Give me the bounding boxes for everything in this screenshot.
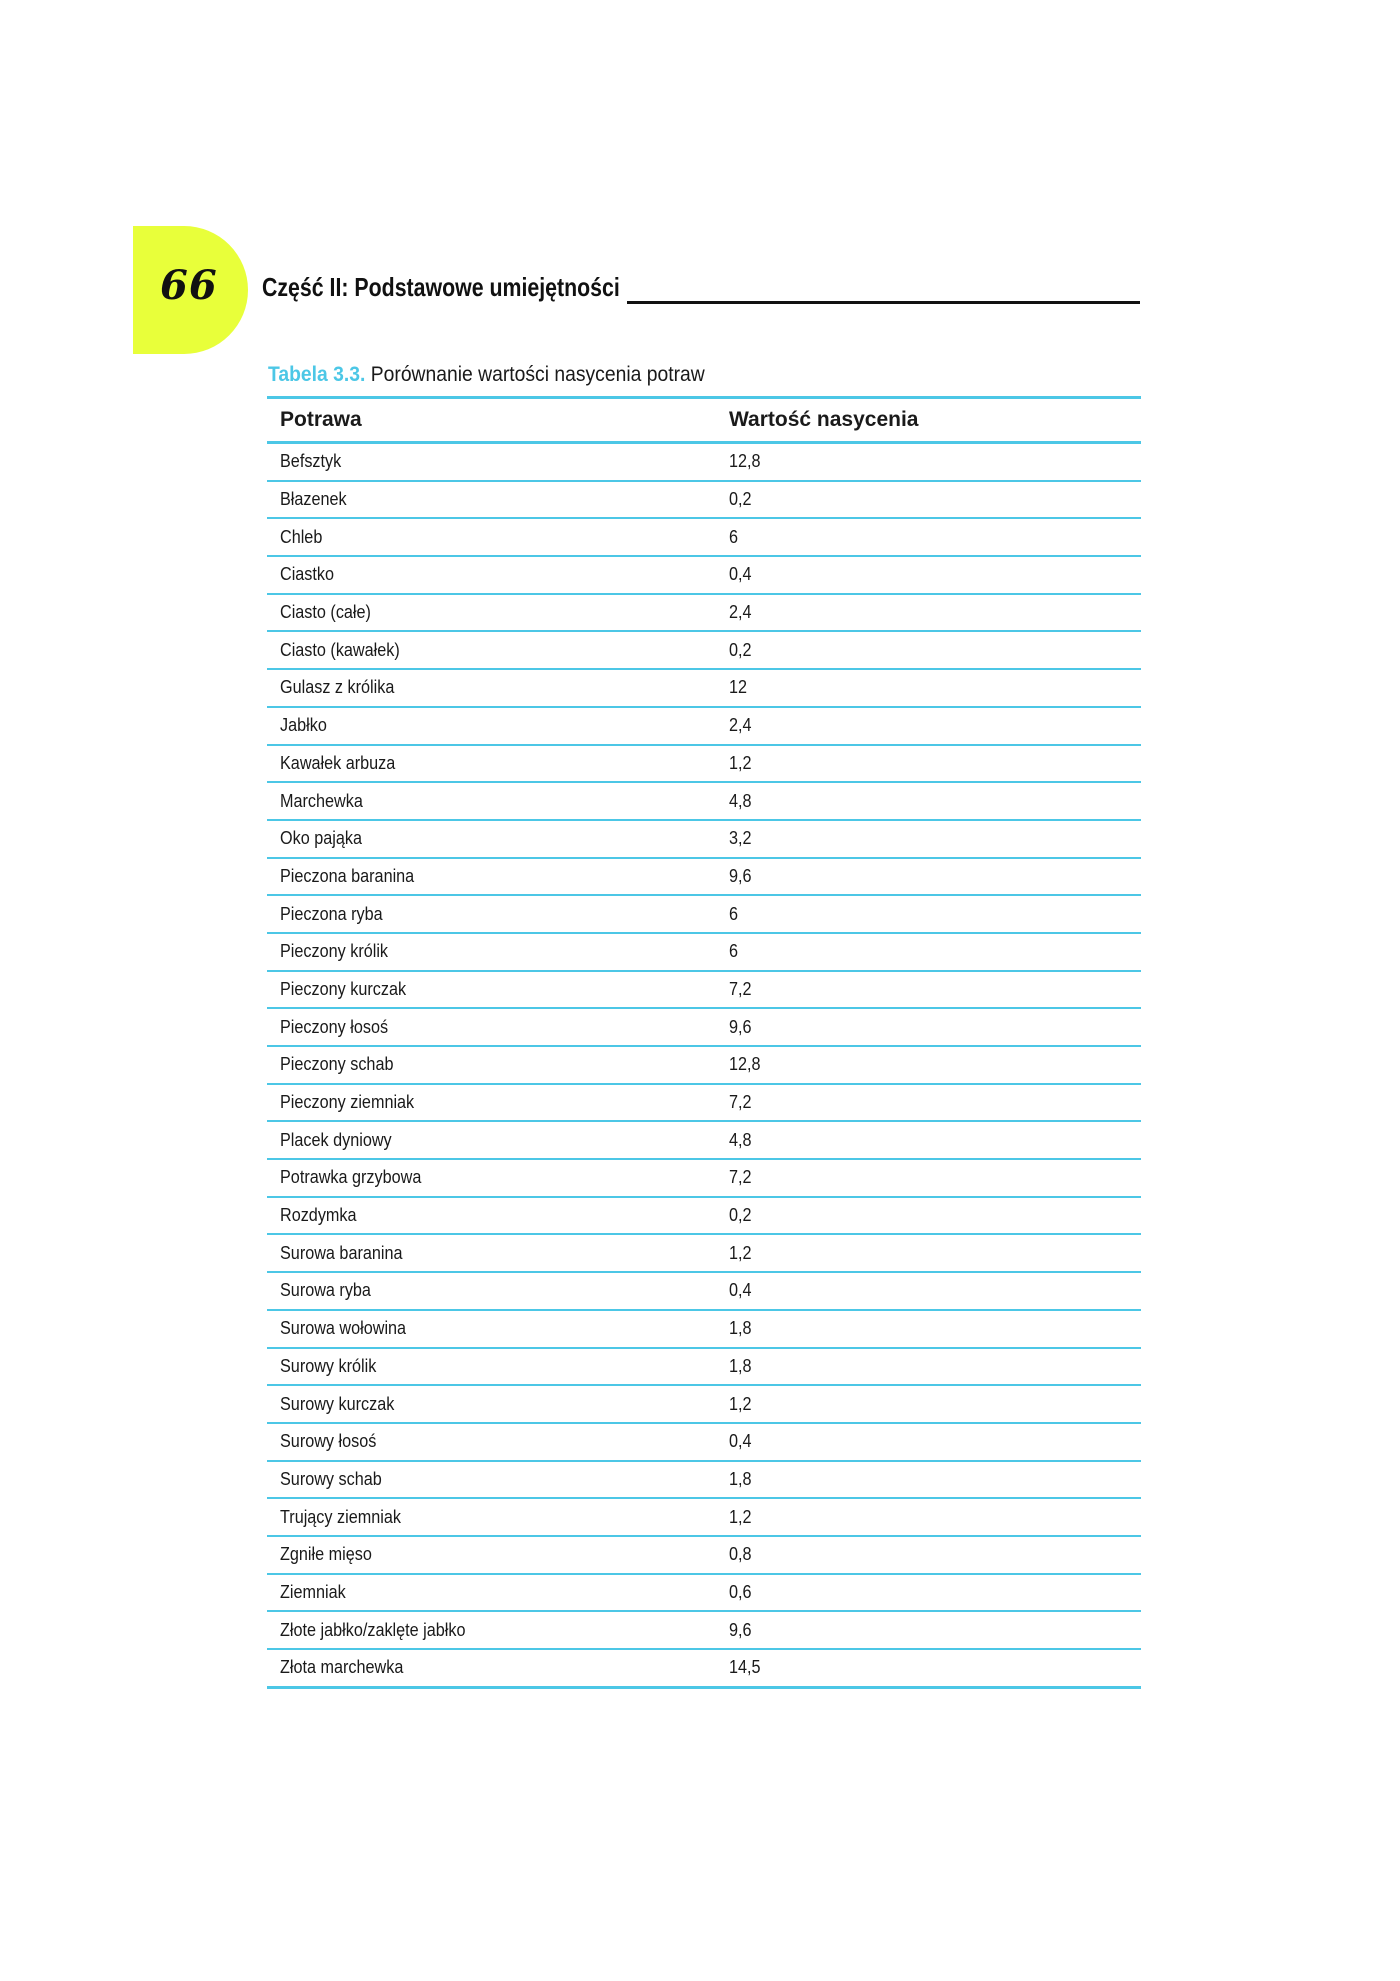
dish-name: Chleb — [280, 526, 323, 547]
saturation-value-cell — [716, 556, 1141, 594]
dish-name-cell — [267, 481, 716, 519]
saturation-value: 7,2 — [729, 1092, 752, 1113]
dish-name-cell — [267, 1008, 716, 1046]
dish-name-cell — [267, 443, 716, 481]
dish-name-cell — [267, 1348, 716, 1386]
table-row — [267, 820, 1141, 858]
saturation-value-cell — [716, 933, 1141, 971]
dish-name-cell — [267, 1649, 716, 1686]
saturation-value-cell — [716, 1461, 1141, 1499]
table-row — [267, 1574, 1141, 1612]
saturation-value: 9,6 — [729, 1016, 752, 1037]
column-header-saturation: Wartość nasycenia — [716, 399, 1141, 443]
dish-name: Surowy schab — [280, 1468, 382, 1489]
dish-name-cell — [267, 1611, 716, 1649]
table-row — [267, 782, 1141, 820]
dish-name: Zgniłe mięso — [280, 1544, 372, 1565]
dish-name: Befsztyk — [280, 451, 342, 472]
table-body — [267, 443, 1141, 1686]
dish-name-cell — [267, 631, 716, 669]
table-row — [267, 1498, 1141, 1536]
dish-name: Gulasz z królika — [280, 677, 395, 698]
dish-name-cell — [267, 1498, 716, 1536]
saturation-value-cell — [716, 782, 1141, 820]
dish-name: Placek dyniowy — [280, 1129, 392, 1150]
saturation-value-cell — [716, 443, 1141, 481]
dish-name: Pieczony ziemniak — [280, 1092, 415, 1113]
table-row — [267, 443, 1141, 481]
dish-name: Potrawka grzybowa — [280, 1167, 422, 1188]
saturation-value-cell — [716, 820, 1141, 858]
saturation-value: 1,8 — [729, 1468, 752, 1489]
running-head-rule — [627, 301, 1140, 304]
saturation-value: 9,6 — [729, 1619, 752, 1640]
saturation-value-cell — [716, 518, 1141, 556]
saturation-table-grid — [267, 399, 1141, 1686]
dish-name-cell — [267, 1197, 716, 1235]
saturation-value-cell — [716, 669, 1141, 707]
saturation-value-cell — [716, 1423, 1141, 1461]
table-row — [267, 1536, 1141, 1574]
dish-name-cell — [267, 594, 716, 632]
dish-name-cell — [267, 1234, 716, 1272]
saturation-value-cell — [716, 1385, 1141, 1423]
table-row — [267, 1649, 1141, 1686]
dish-name: Rozdymka — [280, 1205, 357, 1226]
dish-name-cell — [267, 820, 716, 858]
dish-name-cell — [267, 556, 716, 594]
dish-name-cell — [267, 1046, 716, 1084]
saturation-value: 1,8 — [729, 1355, 752, 1376]
table-row — [267, 1084, 1141, 1122]
dish-name-cell — [267, 971, 716, 1009]
table-row — [267, 1008, 1141, 1046]
saturation-value-cell — [716, 1536, 1141, 1574]
dish-name-cell — [267, 782, 716, 820]
saturation-value: 1,8 — [729, 1318, 752, 1339]
saturation-value-cell — [716, 1310, 1141, 1348]
saturation-value: 12,8 — [729, 1054, 761, 1075]
saturation-value-cell — [716, 594, 1141, 632]
table-row — [267, 1159, 1141, 1197]
dish-name: Surowy kurczak — [280, 1393, 395, 1414]
dish-name: Marchewka — [280, 790, 363, 811]
dish-name: Błazenek — [280, 489, 347, 510]
saturation-value-cell — [716, 1159, 1141, 1197]
table-row — [267, 745, 1141, 783]
saturation-value-cell — [716, 1197, 1141, 1235]
saturation-value-cell — [716, 745, 1141, 783]
dish-name: Oko pająka — [280, 828, 362, 849]
dish-name-cell — [267, 1461, 716, 1499]
saturation-value-cell — [716, 1121, 1141, 1159]
saturation-value-cell — [716, 1272, 1141, 1310]
saturation-value-cell — [716, 971, 1141, 1009]
dish-name-cell — [267, 1272, 716, 1310]
dish-name: Złote jabłko/zaklęte jabłko — [280, 1619, 466, 1640]
dish-name-cell — [267, 1385, 716, 1423]
saturation-value-cell — [716, 1046, 1141, 1084]
dish-name-cell — [267, 518, 716, 556]
dish-name: Jabłko — [280, 715, 327, 736]
running-head: Część II: Podstawowe umiejętności — [262, 272, 620, 302]
saturation-value: 12,8 — [729, 451, 761, 472]
dish-name-cell — [267, 1536, 716, 1574]
table-caption-text: Porównanie wartości nasycenia potraw — [370, 363, 705, 386]
dish-name: Ciasto (całe) — [280, 602, 371, 623]
dish-name-cell — [267, 707, 716, 745]
saturation-value: 6 — [729, 941, 739, 962]
saturation-value: 4,8 — [729, 790, 752, 811]
saturation-value: 12 — [729, 677, 748, 698]
saturation-value: 7,2 — [729, 978, 752, 999]
saturation-value-cell — [716, 1574, 1141, 1612]
table-row — [267, 594, 1141, 632]
saturation-value-cell — [716, 1008, 1141, 1046]
dish-name: Surowa wołowina — [280, 1318, 407, 1339]
saturation-value: 7,2 — [729, 1167, 752, 1188]
table-row — [267, 1272, 1141, 1310]
saturation-value: 2,4 — [729, 715, 752, 736]
table-row — [267, 518, 1141, 556]
saturation-value-cell — [716, 1649, 1141, 1686]
dish-name-cell — [267, 1084, 716, 1122]
table-row — [267, 933, 1141, 971]
dish-name-cell — [267, 1159, 716, 1197]
dish-name: Pieczona ryba — [280, 903, 383, 924]
saturation-value-cell — [716, 895, 1141, 933]
dish-name: Pieczony łosoś — [280, 1016, 389, 1037]
dish-name: Złota marchewka — [280, 1657, 404, 1678]
table-row — [267, 1197, 1141, 1235]
saturation-value: 0,4 — [729, 1280, 752, 1301]
table-row — [267, 1310, 1141, 1348]
table-row — [267, 1234, 1141, 1272]
saturation-value: 0,8 — [729, 1544, 752, 1565]
dish-name: Pieczona baranina — [280, 865, 415, 886]
table-row — [267, 1121, 1141, 1159]
dish-name: Kawałek arbuza — [280, 752, 396, 773]
saturation-value-cell — [716, 1084, 1141, 1122]
dish-name-cell — [267, 1574, 716, 1612]
saturation-value-cell — [716, 858, 1141, 896]
dish-name: Surowa ryba — [280, 1280, 371, 1301]
saturation-value: 3,2 — [729, 828, 752, 849]
dish-name: Pieczony kurczak — [280, 978, 407, 999]
saturation-value: 4,8 — [729, 1129, 752, 1150]
table-row — [267, 481, 1141, 519]
table-row — [267, 1423, 1141, 1461]
saturation-value: 6 — [729, 903, 739, 924]
dish-name-cell — [267, 1121, 716, 1159]
saturation-value: 2,4 — [729, 602, 752, 623]
dish-name: Ziemniak — [280, 1581, 346, 1602]
dish-name: Surowy królik — [280, 1355, 377, 1376]
saturation-value: 0,2 — [729, 489, 752, 510]
saturation-value-cell — [716, 707, 1141, 745]
dish-name-cell — [267, 858, 716, 896]
saturation-value: 0,4 — [729, 1431, 752, 1452]
dish-name: Trujący ziemniak — [280, 1506, 401, 1527]
saturation-value: 14,5 — [729, 1657, 761, 1678]
table-row — [267, 895, 1141, 933]
table-row — [267, 971, 1141, 1009]
table-row — [267, 858, 1141, 896]
column-header-dish: Potrawa — [267, 399, 716, 443]
table-row — [267, 1348, 1141, 1386]
table-row — [267, 631, 1141, 669]
saturation-value: 1,2 — [729, 1393, 752, 1414]
saturation-value: 0,4 — [729, 564, 752, 585]
table-caption — [268, 363, 705, 387]
table-row — [267, 707, 1141, 745]
saturation-value: 0,2 — [729, 639, 752, 660]
saturation-value: 0,2 — [729, 1205, 752, 1226]
dish-name-cell — [267, 1423, 716, 1461]
dish-name-cell — [267, 669, 716, 707]
saturation-value: 1,2 — [729, 1242, 752, 1263]
saturation-value: 6 — [729, 526, 739, 547]
table-row — [267, 669, 1141, 707]
saturation-value: 9,6 — [729, 865, 752, 886]
saturation-value-cell — [716, 481, 1141, 519]
dish-name: Surowa baranina — [280, 1242, 403, 1263]
saturation-value: 0,6 — [729, 1581, 752, 1602]
saturation-value: 1,2 — [729, 1506, 752, 1527]
dish-name: Pieczony schab — [280, 1054, 394, 1075]
saturation-value-cell — [716, 1234, 1141, 1272]
saturation-value: 1,2 — [729, 752, 752, 773]
saturation-value-cell — [716, 631, 1141, 669]
dish-name: Ciasto (kawałek) — [280, 639, 400, 660]
dish-name-cell — [267, 895, 716, 933]
dish-name: Ciastko — [280, 564, 335, 585]
table-row — [267, 1461, 1141, 1499]
dish-name-cell — [267, 1310, 716, 1348]
saturation-table — [267, 396, 1141, 1689]
table-row — [267, 1611, 1141, 1649]
dish-name-cell — [267, 745, 716, 783]
page-number: 66 — [160, 262, 218, 309]
table-row — [267, 1046, 1141, 1084]
table-row — [267, 1385, 1141, 1423]
saturation-value-cell — [716, 1611, 1141, 1649]
saturation-value-cell — [716, 1498, 1141, 1536]
dish-name: Surowy łosoś — [280, 1431, 377, 1452]
dish-name-cell — [267, 933, 716, 971]
table-caption-label: Tabela 3.3. — [268, 363, 366, 386]
dish-name: Pieczony królik — [280, 941, 389, 962]
table-row — [267, 556, 1141, 594]
table-header-row — [267, 399, 1141, 443]
saturation-value-cell — [716, 1348, 1141, 1386]
